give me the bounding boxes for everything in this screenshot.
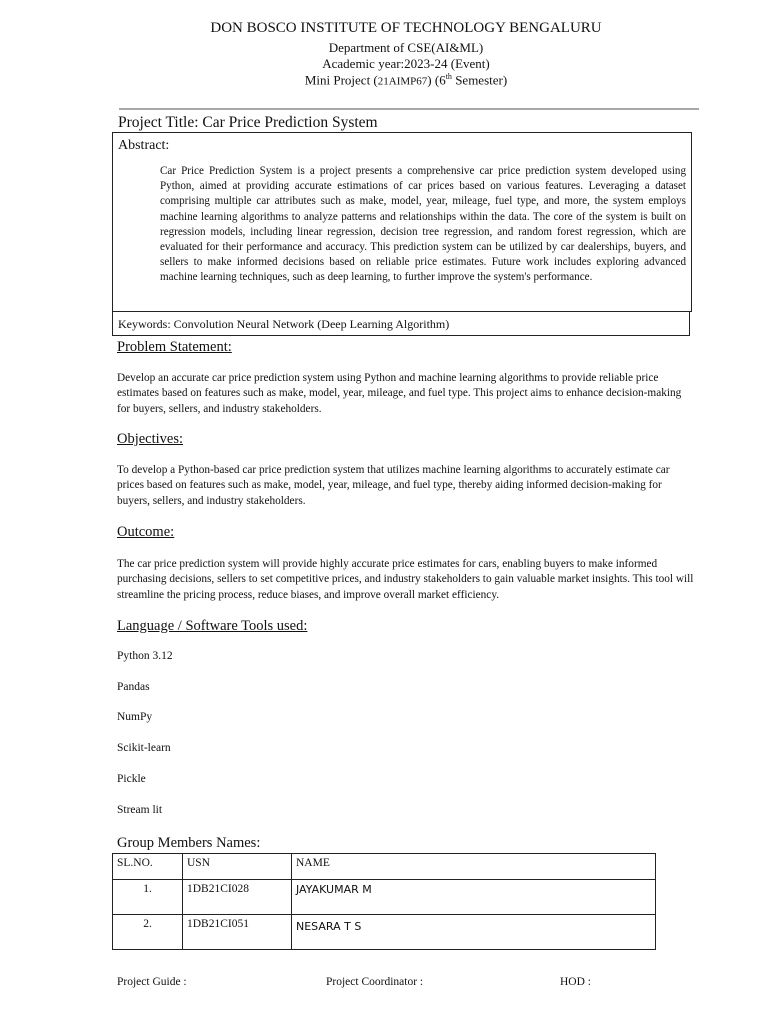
project-coordinator-label: Project Coordinator : [326, 976, 424, 988]
member-usn: 1DB21CI028 [183, 880, 292, 915]
mini-project-prefix: Mini Project ( [304, 72, 378, 88]
course-code: 21AIMP67 [377, 75, 428, 88]
hod-label: HOD : [560, 976, 591, 988]
member-sl: 1. [113, 880, 183, 915]
objectives-heading: Objectives: [117, 431, 184, 447]
semester-close: Semester) [451, 72, 508, 88]
members-heading: Group Members Names: [117, 835, 261, 851]
keywords-box: Keywords: Convolution Neural Network (Deep Learning Algorithm) [112, 311, 690, 336]
mini-project-line [0, 72, 768, 88]
academic-year-line: Academic year:2023-24 (Event) [322, 56, 490, 71]
tools-heading: Language / Software Tools used: [117, 618, 308, 634]
abstract-box [112, 132, 692, 312]
tool-item: Pandas [117, 681, 150, 693]
institute-name: DON BOSCO INSTITUTE OF TECHNOLOGY BENGALURU [210, 20, 602, 36]
tool-item: Python 3.12 [117, 650, 173, 662]
department-line: Department of CSE(AI&ML) [328, 40, 484, 55]
member-name: JAYAKUMAR M [292, 880, 656, 915]
objectives-text: To develop a Python-based car price prediction system that utilizes machine learning algorithms to accurately estimate car prices based on features such as make, model, year, mileage, and fuel type, thereby aiding informed decision-making for buyers, sellers, and industry stakeholders. [117, 464, 670, 507]
outcome-heading: Outcome: [117, 524, 175, 540]
column-header: SL.NO. [113, 854, 183, 880]
problem-text: Develop an accurate car price prediction system using Python and machine learning algorithms to provide reliable price estimates based on features such as make, model, year, mileage, and fuel type. This project aims to enhance decision-making for buyers, sellers, and industry stakeholders. [117, 372, 682, 415]
member-usn: 1DB21CI051 [183, 915, 292, 950]
table-row [113, 915, 656, 950]
members-table [112, 853, 656, 950]
tool-item: Pickle [117, 773, 146, 785]
project-guide-label: Project Guide : [117, 976, 187, 988]
column-header: USN [183, 854, 292, 880]
abstract-text: Car Price Prediction System is a project presents a comprehensive car price prediction system developed using Python, aimed at providing accurate estimations of car prices based on various features. Leveraging a dataset comprising multiple car attributes such as make, model, year, mileage, fuel type, and more, the system employs machine learning algorithms to analyze patterns and relationships within the data. The core of the system is built on regression models, including linear regression, decision tree regression, and random forest regression, which are evaluated for their performance and accuracy. This prediction system can be utilized by car dealerships, buyers, and sellers to make informed decisions based on reliable price estimates. Future work includes exploring advanced machine learning techniques, such as deep learning, to further improve the system's performance. [160, 165, 686, 284]
tool-item: Stream lit [117, 804, 163, 816]
member-name: NESARA T S [292, 915, 656, 950]
abstract-label: Abstract: [118, 138, 170, 153]
table-row [113, 880, 656, 915]
semester-sup: th [445, 72, 452, 81]
tool-item: Scikit-learn [117, 742, 171, 754]
project-title: Project Title: Car Price Prediction System [118, 114, 378, 131]
column-header: NAME [292, 854, 656, 880]
tool-item: NumPy [117, 711, 153, 723]
semester-open: ) (6 [427, 72, 446, 88]
problem-heading: Problem Statement: [117, 339, 232, 355]
header-divider [119, 108, 699, 110]
outcome-text: The car price prediction system will provide highly accurate price estimates for cars, enabling buyers to make informed purchasing decisions, sellers to set competitive prices, and industry stakeholders to gain valuable market insights. This tool will streamline the pricing process, reduce biases, and improve overall market efficiency. [117, 558, 694, 601]
member-sl: 2. [113, 915, 183, 950]
table-header-row [113, 854, 656, 880]
